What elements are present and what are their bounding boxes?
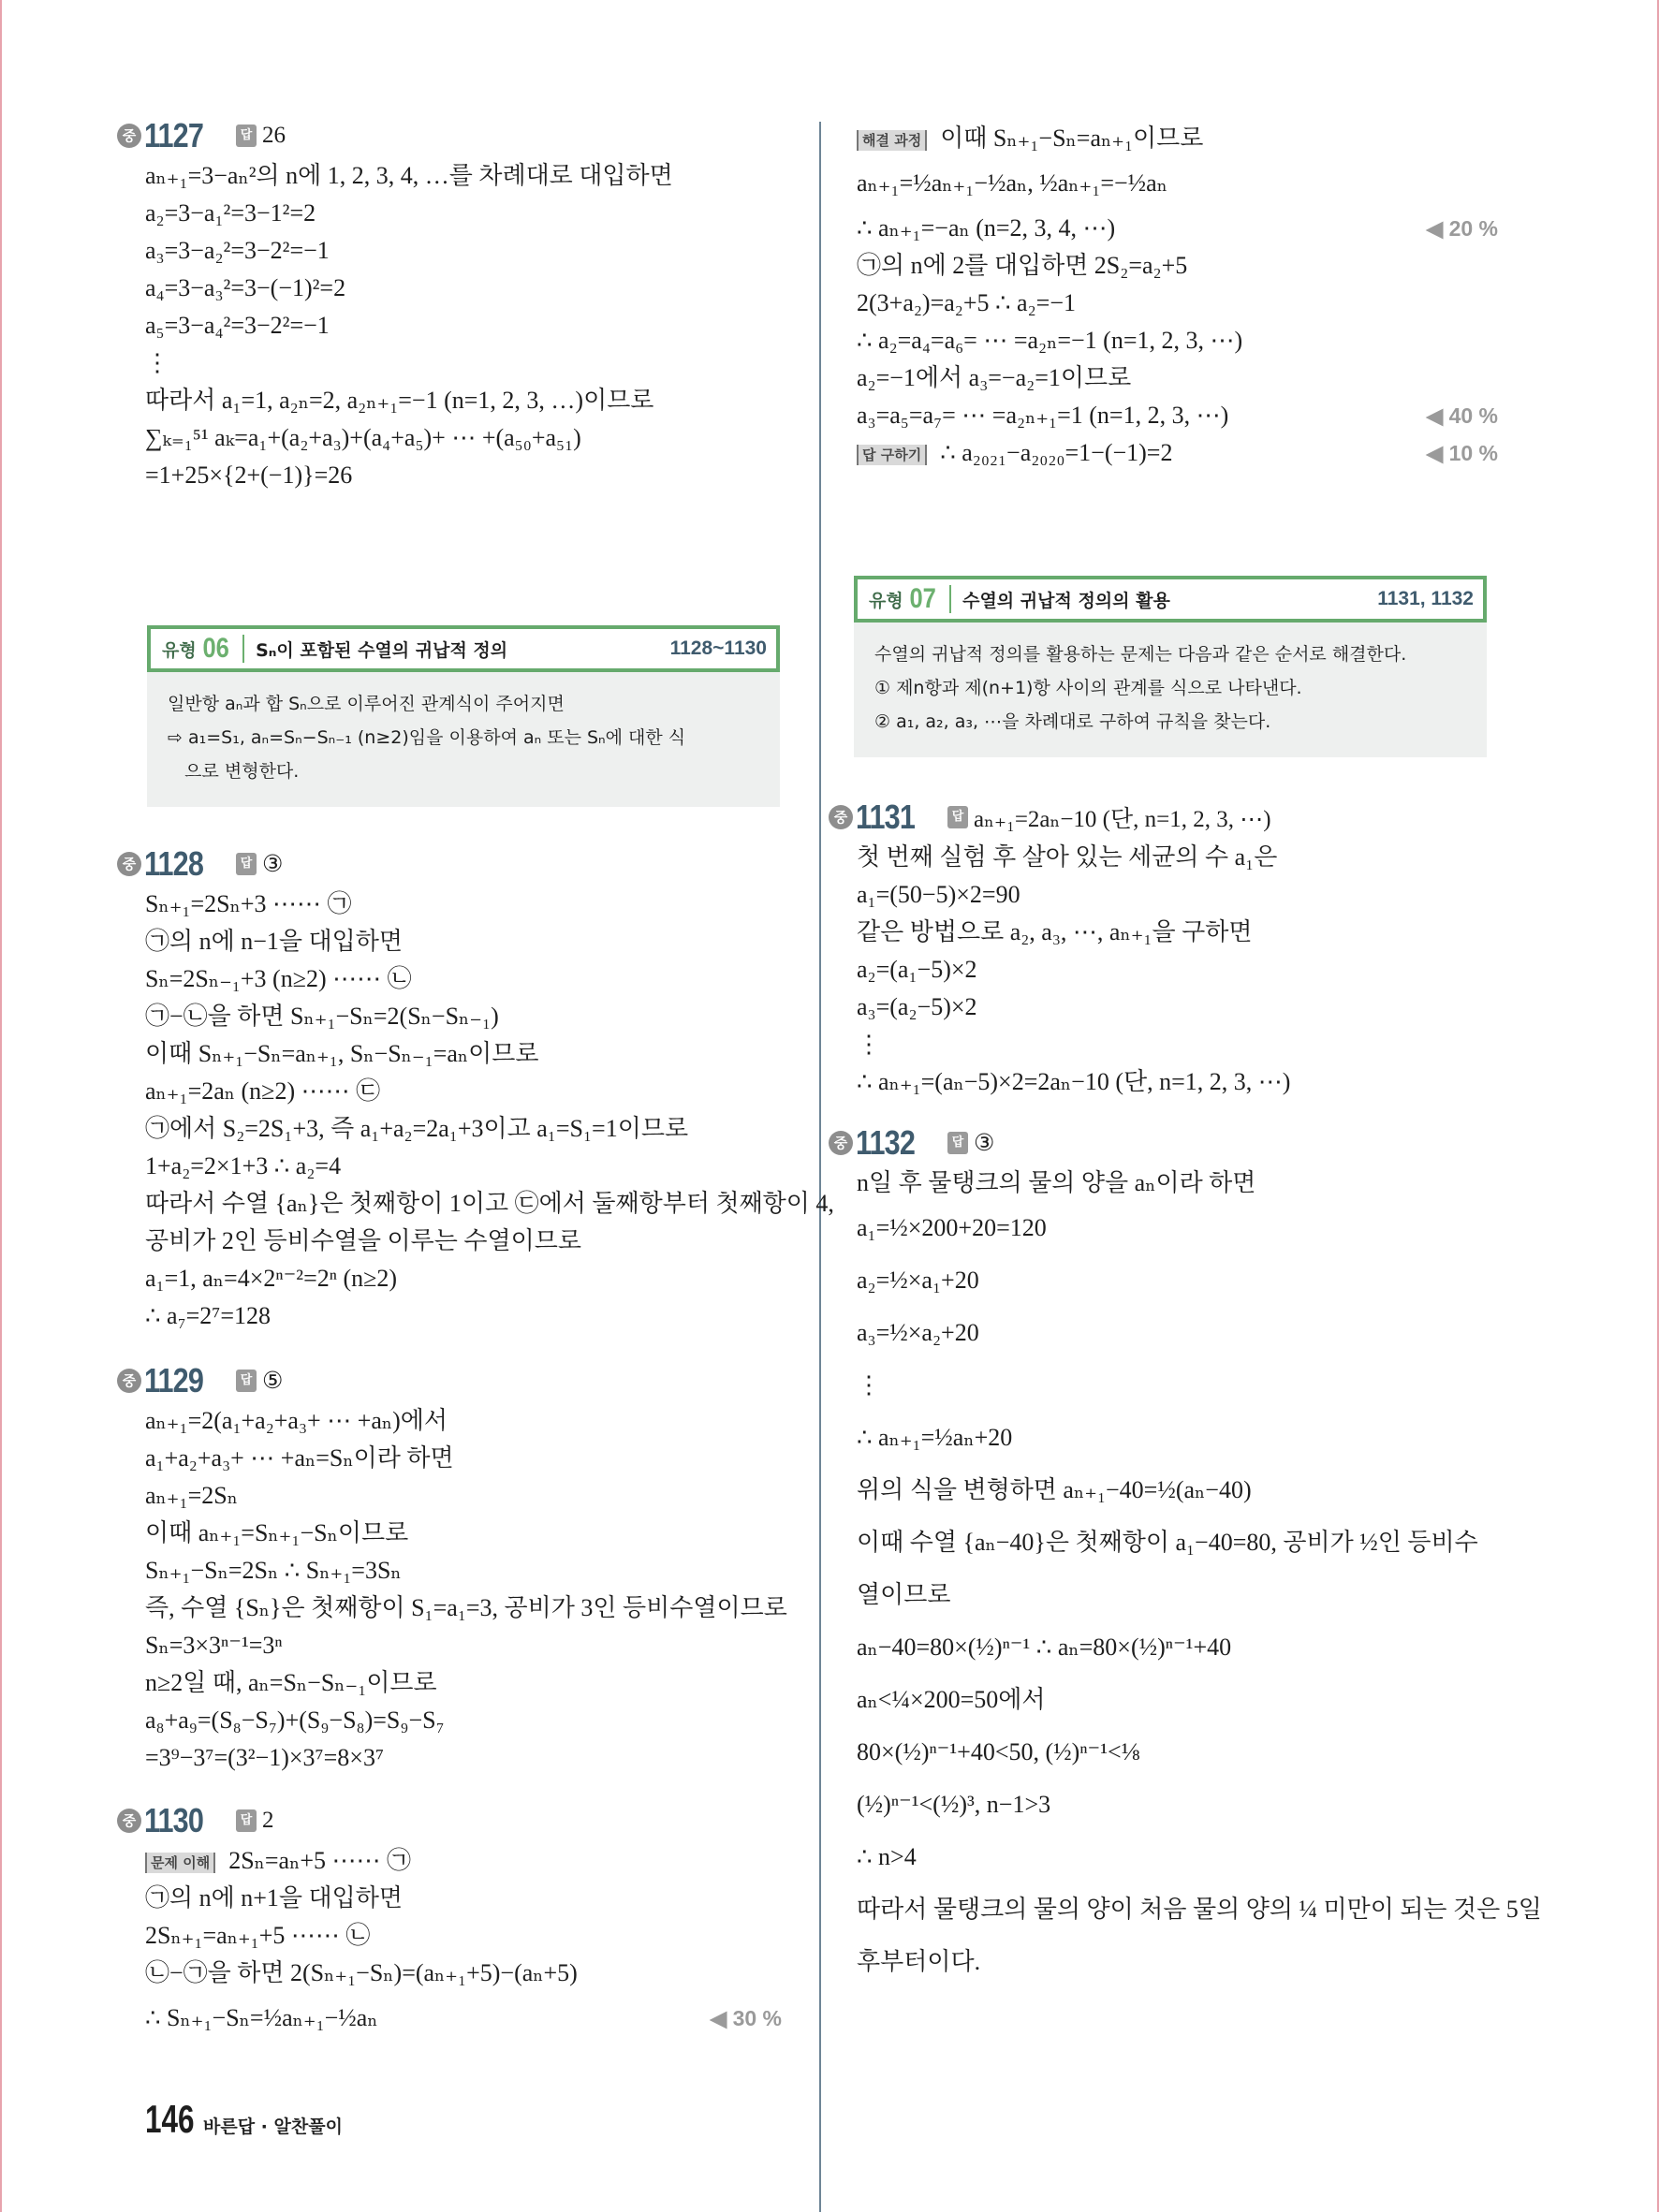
line-text: 1+a₂=2×1+3 ∴ a₂=4: [145, 1152, 342, 1179]
type-problem-range: 1128~1130: [669, 637, 767, 659]
line-text: 따라서 a₁=1, a₂ₙ=2, a₂ₙ₊₁=−1 (n=1, 2, 3, …)이므로: [145, 387, 654, 414]
book-title: 바른답 · 알찬풀이: [203, 2117, 343, 2137]
summary-line: ⇨ a₁=S₁, aₙ=Sₙ−Sₙ₋₁ (n≥2)임을 이용하여 aₙ 또는 Sₙ에 대한 식: [168, 727, 686, 748]
answer-badge: 답: [947, 806, 968, 828]
solution-line: [857, 1307, 1498, 1359]
line-text: =3⁹−3⁷=(3²−1)×3⁷=8×3⁷: [145, 1744, 385, 1771]
step-label: 답 구하기: [857, 445, 927, 465]
solution-line: [145, 1297, 782, 1335]
line-text: a₄=3−a₃²=3−(−1)²=2: [145, 274, 346, 301]
solution-lines: [829, 120, 1498, 472]
solution-line: [145, 1955, 782, 1992]
line-text: n≥2일 때, aₙ=Sₙ−Sₙ₋₁이므로: [145, 1669, 437, 1696]
solution-line: [145, 1664, 782, 1702]
summary-line: ② a₁, a₂, a₃, ⋯을 차례대로 구하여 규칙을 찾는다.: [874, 711, 1271, 732]
solution-line: [145, 1515, 782, 1552]
solution-line: [857, 434, 1498, 472]
line-text: =1+25×{2+(−1)}=26: [145, 461, 353, 489]
answer-value: ⑤: [262, 1369, 284, 1394]
solution-line: [145, 886, 782, 923]
line-text: 즉, 수열 {Sₙ}은 첫째항이 S₁=a₁=3, 공비가 3인 등비수열이므로: [145, 1594, 787, 1621]
problem-1127: [117, 114, 782, 494]
solution-line: [857, 1936, 1498, 1988]
page-number: 146: [145, 2097, 195, 2141]
answer-badge: 답: [947, 1132, 968, 1154]
line-text: Sₙ₊₁=2Sₙ+3 ⋯⋯ ㉠: [145, 890, 352, 917]
solution-line: [145, 1552, 782, 1589]
solution-line: [857, 1165, 1498, 1202]
solution-line: [145, 1842, 782, 1880]
summary-line: ① 제n항과 제(n+1)항 사이의 관계를 식으로 나타낸다.: [874, 678, 1302, 698]
line-text: Sₙ=3×3ⁿ⁻¹=3ⁿ: [145, 1632, 283, 1659]
solution-line: [857, 914, 1498, 951]
type-summary: [854, 623, 1487, 757]
problem-number: 1127: [144, 116, 203, 154]
answer-value: 26: [262, 123, 286, 148]
line-text: aₙ₊₁=½aₙ₊₁−½aₙ, ½aₙ₊₁=−½aₙ: [857, 169, 1167, 197]
solution-line: [145, 1880, 782, 1917]
line-text: ∴ a₂=a₄=a₆= ⋯ =a₂ₙ=−1 (n=1, 2, 3, ⋯): [857, 327, 1243, 354]
answer-value: ③: [974, 1131, 995, 1156]
difficulty-badge: 중: [829, 805, 853, 829]
solution-line: [145, 1702, 782, 1739]
solution-line: [145, 1477, 782, 1515]
answer-badge: 답: [236, 853, 257, 875]
line-text: Sₙ=2Sₙ₋₁+3 (n≥2) ⋯⋯ ㉡: [145, 965, 412, 992]
type-box-07: [854, 576, 1487, 757]
type-number: 06: [202, 633, 229, 664]
solution-line: [857, 397, 1498, 434]
type-number: 07: [909, 583, 936, 614]
line-text: ㉡−㉠을 하면 2(Sₙ₊₁−Sₙ)=(aₙ₊₁+5)−(aₙ+5): [145, 1959, 578, 1986]
line-text: ∴ aₙ₊₁=(aₙ−5)×2=2aₙ−10 (단, n=1, 2, 3, ⋯): [857, 1068, 1291, 1095]
page-footer: [145, 2097, 343, 2142]
solution-line: [857, 989, 1498, 1026]
problem-number: 1129: [144, 1361, 203, 1399]
line-text: ㉠의 n에 2를 대입하면 2S₂=a₂+5: [857, 252, 1188, 279]
solution-line: [145, 195, 782, 232]
line-text: a₁=½×200+20=120: [857, 1214, 1047, 1241]
line-text: a₃=3−a₂²=3−2²=−1: [145, 237, 330, 264]
line-text: ∑ₖ₌₁⁵¹ aₖ=a₁+(a₂+a₃)+(a₄+a₅)+ ⋯ +(a₅₀+a₅₁): [145, 424, 581, 451]
line-text: a₂=−1에서 a₃=−a₂=1이므로: [857, 364, 1132, 391]
problem-header: [117, 114, 782, 157]
difficulty-badge: 중: [117, 1369, 141, 1393]
line-text: a₂=3−a₁²=3−1²=2: [145, 199, 316, 227]
problem-header: [829, 796, 1498, 839]
solution-lines: [117, 157, 782, 494]
problem-header: [117, 1799, 782, 1842]
answer-value: ③: [262, 852, 284, 877]
summary-line: 으로 변형한다.: [168, 761, 300, 782]
line-text: ∴ aₙ₊₁=−aₙ (n=2, 3, 4, ⋯): [857, 214, 1116, 242]
line-text: ㉠의 n에 n+1을 대입하면: [145, 1884, 403, 1912]
problem-number: 1130: [144, 1801, 203, 1839]
difficulty-badge: 중: [117, 124, 141, 148]
step-label: 해결 과정: [857, 130, 927, 151]
answer-badge: 답: [236, 1370, 257, 1392]
problem-1132: [829, 1121, 1542, 1988]
solution-line: [857, 1674, 1498, 1726]
score-percent: ◀ 40 %: [1426, 403, 1498, 428]
solution-line: [857, 1883, 1542, 1936]
problem-header: [117, 1359, 782, 1402]
column-divider: [819, 122, 821, 2212]
line-text: a₁+a₂+a₃+ ⋯ +aₙ=Sₙ이라 하면: [145, 1444, 454, 1472]
solution-line: [857, 876, 1498, 914]
line-text: 80×(½)ⁿ⁻¹+40<50, (½)ⁿ⁻¹<⅛: [857, 1738, 1140, 1765]
type-problem-range: 1131, 1132: [1377, 588, 1474, 609]
solution-lines: [117, 1402, 787, 1777]
solution-line: [145, 1739, 782, 1777]
line-text: Sₙ₊₁−Sₙ=2Sₙ ∴ Sₙ₊₁=3Sₙ: [145, 1557, 402, 1584]
solution-lines: [829, 1165, 1542, 1988]
answer-badge: 답: [236, 1809, 257, 1832]
solution-line: [145, 1185, 834, 1223]
problem-1131: [829, 796, 1498, 1101]
problem-number: 1131: [856, 798, 915, 836]
line-text: a₃=½×a₂+20: [857, 1319, 979, 1346]
solution-line: [857, 1412, 1498, 1464]
line-text: aₙ₊₁=2aₙ (n≥2) ⋯⋯ ㉢: [145, 1077, 381, 1105]
line-text: 이때 Sₙ₊₁−Sₙ=aₙ₊₁, Sₙ−Sₙ₋₁=aₙ이므로: [145, 1040, 539, 1067]
line-text: 후부터이다.: [857, 1948, 981, 1975]
solution-line: [145, 232, 782, 270]
solution-line: [145, 923, 782, 960]
line-text: ∴ aₙ₊₁=½aₙ+20: [857, 1424, 1013, 1451]
line-text: 이때 Sₙ₊₁−Sₙ=aₙ₊₁이므로: [940, 125, 1204, 152]
solution-line: [145, 1260, 782, 1297]
solution-line: [145, 419, 782, 457]
problem-1128: [117, 842, 834, 1335]
answer-value: 2: [262, 1808, 274, 1833]
solution-line: [857, 839, 1498, 876]
solution-line: [857, 1026, 1498, 1063]
line-text: (½)ⁿ⁻¹<(½)³, n−1>3: [857, 1791, 1051, 1818]
difficulty-badge: 중: [829, 1131, 853, 1155]
solution-line: [857, 285, 1498, 322]
solution-line: [145, 344, 782, 382]
answer-badge: 답: [236, 125, 257, 147]
line-text: aₙ₊₁=2(a₁+a₂+a₃+ ⋯ +aₙ)에서: [145, 1407, 448, 1434]
type-title: Sₙ이 포함된 수열의 귀납적 정의: [256, 639, 508, 661]
line-text: ∴ a₇=2⁷=128: [145, 1302, 272, 1329]
solution-line: [857, 1831, 1498, 1883]
line-text: ∴ n>4: [857, 1843, 917, 1870]
solution-line: [857, 210, 1498, 247]
problem-number: 1128: [144, 844, 203, 883]
line-text: 따라서 물탱크의 물의 양이 처음 물의 양의 ¼ 미만이 되는 것은 5일: [857, 1896, 1542, 1923]
type-header: [147, 625, 780, 672]
solution-line: [145, 1627, 782, 1664]
solution-line: [145, 1440, 782, 1477]
line-text: 첫 번째 실험 후 살아 있는 세균의 수 a₁은: [857, 843, 1278, 871]
line-text: a₅=3−a₄²=3−2²=−1: [145, 312, 330, 339]
problem-1130: [117, 1799, 782, 2044]
line-text: ∴ Sₙ₊₁−Sₙ=½aₙ₊₁−½aₙ: [145, 2004, 378, 2031]
line-text: 2Sₙ=aₙ+5 ⋯⋯ ㉠: [228, 1847, 412, 1874]
solution-lines: [117, 1842, 782, 2044]
solution-line: [857, 157, 1498, 210]
solution-line: [145, 1223, 782, 1260]
solution-line: [857, 1464, 1498, 1516]
solution-lines: [829, 839, 1498, 1101]
line-text: 따라서 수열 {aₙ}은 첫째항이 1이고 ㉢에서 둘째항부터 첫째항이 4,: [145, 1190, 834, 1217]
score-percent: ◀ 10 %: [1426, 441, 1498, 465]
line-text: 위의 식을 변형하면 aₙ₊₁−40=½(aₙ−40): [857, 1476, 1252, 1503]
solution-line: [857, 1779, 1498, 1831]
line-text: 이때 aₙ₊₁=Sₙ₊₁−Sₙ이므로: [145, 1519, 409, 1546]
solution-line: [857, 120, 1498, 157]
solution-line: [857, 1254, 1498, 1307]
summary-line: 수열의 귀납적 정의를 활용하는 문제는 다음과 같은 순서로 해결한다.: [874, 644, 1407, 665]
line-text: a₈+a₉=(S₈−S₇)+(S₉−S₈)=S₉−S₇: [145, 1707, 445, 1734]
solution-lines: [117, 886, 834, 1335]
line-text: 2Sₙ₊₁=aₙ₊₁+5 ⋯⋯ ㉡: [145, 1922, 371, 1949]
solution-line: [145, 270, 782, 307]
line-text: ㉠−㉡을 하면 Sₙ₊₁−Sₙ=2(Sₙ−Sₙ₋₁): [145, 1003, 499, 1030]
solution-line: [857, 247, 1498, 285]
answer-value: aₙ₊₁=2aₙ−10 (단, n=1, 2, 3, ⋯): [974, 807, 1271, 832]
page-edge-left: [0, 0, 2, 2212]
solution-line: [145, 1992, 782, 2044]
type-header: [854, 576, 1487, 623]
solution-line: [857, 1569, 1498, 1621]
solution-line: [145, 307, 782, 344]
solution-line: [857, 1063, 1498, 1101]
solution-line: [145, 998, 782, 1035]
type-separator: [949, 585, 951, 613]
line-text: n일 후 물탱크의 물의 양을 aₙ이라 하면: [857, 1169, 1256, 1196]
line-text: aₙ₊₁=2Sₙ: [145, 1482, 238, 1509]
solution-line: [145, 960, 782, 998]
problem-1130-continued: [829, 120, 1498, 472]
solution-line: [857, 951, 1498, 989]
line-text: ⋮: [145, 349, 169, 376]
line-text: aₙ<¼×200=50에서: [857, 1686, 1046, 1713]
problem-number: 1132: [856, 1123, 915, 1162]
line-text: a₃=(a₂−5)×2: [857, 993, 977, 1020]
line-text: 2(3+a₂)=a₂+5 ∴ a₂=−1: [857, 289, 1076, 316]
solution-line: [145, 457, 782, 494]
line-text: a₂=½×a₁+20: [857, 1267, 979, 1294]
line-text: 이때 수열 {aₙ−40}은 첫째항이 a₁−40=80, 공비가 ½인 등비수: [857, 1529, 1478, 1556]
line-text: aₙ₊₁=3−aₙ²의 n에 1, 2, 3, 4, …를 차례대로 대입하면: [145, 162, 673, 189]
line-text: ⋮: [857, 1371, 881, 1399]
line-text: a₃=a₅=a₇= ⋯ =a₂ₙ₊₁=1 (n=1, 2, 3, ⋯): [857, 402, 1229, 429]
difficulty-badge: 중: [117, 852, 141, 876]
line-text: ㉠의 n에 n−1을 대입하면: [145, 928, 403, 955]
score-percent: ◀ 30 %: [710, 2006, 782, 2030]
line-text: ⋮: [857, 1031, 881, 1058]
line-text: 같은 방법으로 a₂, a₃, ⋯, aₙ₊₁을 구하면: [857, 918, 1253, 945]
line-text: 열이므로: [857, 1581, 951, 1608]
difficulty-badge: 중: [117, 1809, 141, 1833]
line-text: ∴ a₂₀₂₁−a₂₀₂₀=1−(−1)=2: [940, 439, 1173, 466]
solution-line: [857, 1202, 1498, 1254]
step-label: 문제 이해: [145, 1853, 215, 1873]
problem-header: [829, 1121, 1498, 1165]
solution-line: [145, 1035, 782, 1073]
type-title: 수열의 귀납적 정의의 활용: [962, 590, 1170, 611]
type-label: 유형: [162, 639, 197, 661]
solution-line: [857, 1516, 1498, 1569]
line-text: a₂=(a₁−5)×2: [857, 956, 977, 983]
type-summary: [147, 672, 780, 807]
line-text: 공비가 2인 등비수열을 이루는 수열이므로: [145, 1227, 581, 1254]
solution-line: [857, 1621, 1498, 1674]
solution-line: [145, 1110, 782, 1148]
solution-line: [857, 359, 1498, 397]
summary-line: 일반항 aₙ과 합 Sₙ으로 이루어진 관계식이 주어지면: [168, 694, 565, 714]
solution-line: [145, 382, 782, 419]
solution-line: [145, 1917, 782, 1955]
type-box-06: [147, 625, 780, 807]
type-label: 유형: [869, 590, 903, 611]
solution-line: [145, 1148, 782, 1185]
solution-line: [145, 1073, 782, 1110]
line-text: a₁=(50−5)×2=90: [857, 881, 1020, 908]
type-separator: [242, 635, 244, 663]
solution-line: [145, 1402, 782, 1440]
solution-line: [857, 1726, 1498, 1779]
solution-line: [145, 157, 782, 195]
line-text: ㉠에서 S₂=2S₁+3, 즉 a₁+a₂=2a₁+3이고 a₁=S₁=1이므로: [145, 1115, 689, 1142]
line-text: aₙ−40=80×(½)ⁿ⁻¹ ∴ aₙ=80×(½)ⁿ⁻¹+40: [857, 1633, 1232, 1661]
solution-line: [145, 1589, 787, 1627]
solution-line: [857, 322, 1498, 359]
line-text: a₁=1, aₙ=4×2ⁿ⁻²=2ⁿ (n≥2): [145, 1265, 398, 1292]
score-percent: ◀ 20 %: [1426, 216, 1498, 241]
solution-line: [857, 1359, 1498, 1412]
problem-header: [117, 842, 782, 886]
problem-1129: [117, 1359, 787, 1777]
